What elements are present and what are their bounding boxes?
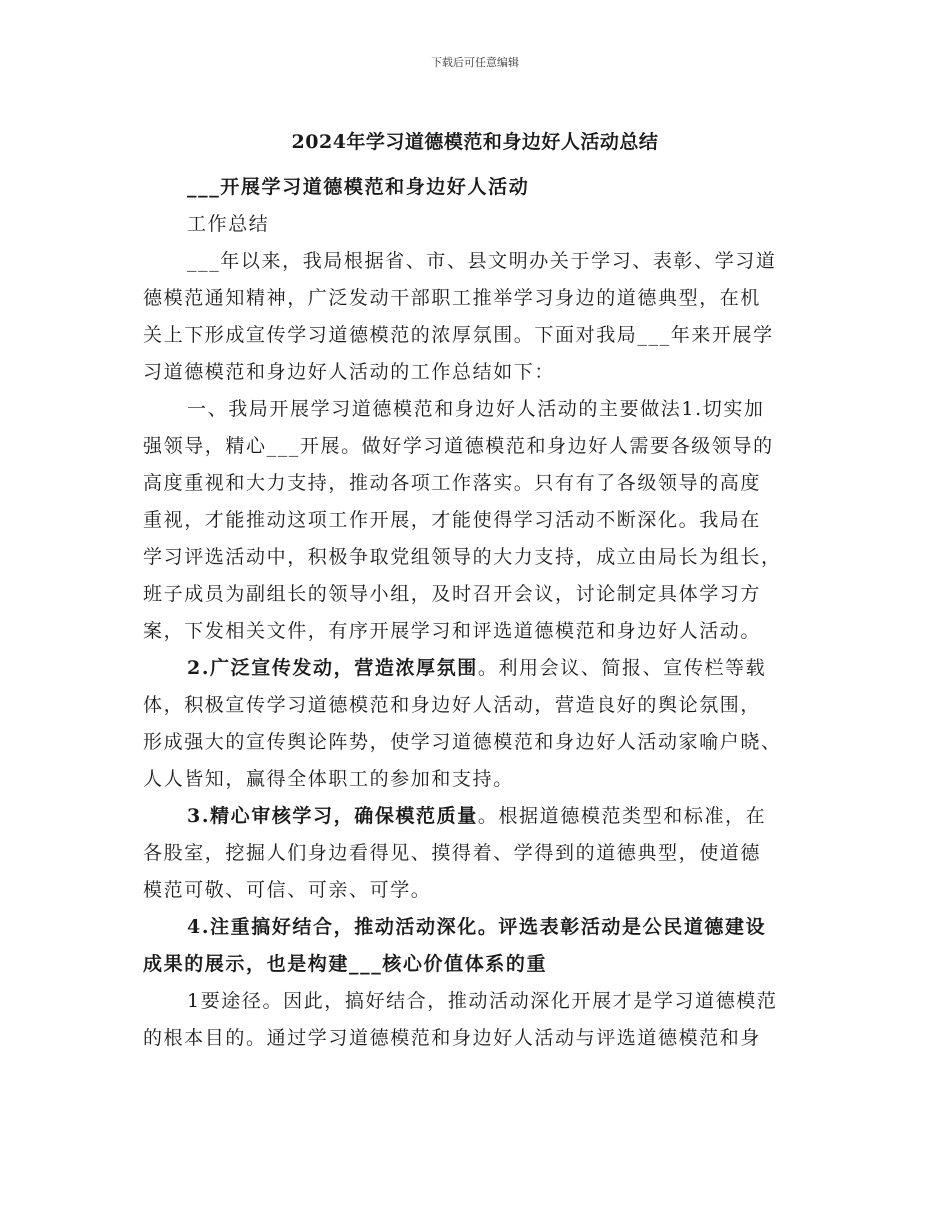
body-line: 一、我局开展学习道德模范和身边好人活动的主要做法1.切实加 [187, 398, 765, 420]
body-line: 的根本目的。通过学习道德模范和身边好人活动与评选道德模范和身 [143, 1027, 762, 1049]
body-line: 习道德模范和身边好人活动的工作总结如下： [143, 361, 556, 383]
body-line: ___年以来，我局根据省、市、县文明办关于学习、表彰、学习道 [187, 250, 777, 272]
body-line: 各股室，挖掘人们身边看得见、摸得着、学得到的道德典型，使道德 [143, 842, 762, 864]
document-title: 2024年学习道德模范和身边好人活动总结 [291, 131, 659, 153]
section-4-heading: 4.注重搞好结合，推动活动深化。评选表彰活动是公民道德建设 [187, 916, 767, 938]
body-line: 学习评选活动中，积极争取党组领导的大力支持，成立由局长为组长， [143, 546, 782, 568]
body-line: 模范可敬、可信、可亲、可学。 [143, 879, 432, 901]
section-3-heading: 3.精心审核学习，确保模范质量 [187, 805, 478, 827]
body-line: 班子成员为副组长的领导小组，及时召开会议，讨论制定具体学习方 [143, 583, 762, 605]
section-3-line [187, 802, 766, 830]
body-line: 形成强大的宣传舆论阵势，使学习道德模范和身边好人活动家喻户晓、 [143, 731, 782, 753]
header-note: 下载后可任意编辑 [431, 56, 519, 69]
subtitle-line-2: 工作总结 [187, 213, 270, 235]
body-line: 重视，才能推动这项工作开展，才能使得学习活动不断深化。我局在 [143, 509, 762, 531]
section-3-text: 。根据道德模范类型和标准，在 [477, 805, 767, 827]
body-line: 体，积极宣传学习道德模范和身边好人活动，营造良好的舆论氛围， [143, 694, 762, 716]
body-line: 德模范通知精神，广泛发动干部职工推举学习身边的道德典型，在机 [143, 287, 762, 309]
body-line: 关上下形成宣传学习道德模范的浓厚氛围。下面对我局___年来开展学 [143, 324, 774, 346]
body-line: 高度重视和大力支持，推动各项工作落实。只有有了各级领导的高度 [143, 472, 762, 494]
body-line: 强领导，精心___开展。做好学习道德模范和身边好人需要各级领导的 [143, 435, 774, 457]
body-line: 1要途径。因此，搞好结合，推动活动深化开展才是学习道德模范 [187, 990, 778, 1012]
subtitle-line-1: ___开展学习道德模范和身边好人活动 [187, 176, 530, 198]
body-line: 人人皆知，赢得全体职工的参加和支持。 [143, 768, 514, 790]
section-4-heading-cont: 成果的展示，也是构建___核心价值体系的重 [143, 953, 548, 975]
section-2-line [187, 654, 766, 682]
section-2-text: 。利用会议、简报、宣传栏等载 [477, 657, 767, 679]
section-2-heading: 2.广泛宣传发动，营造浓厚氛围 [187, 657, 478, 679]
body-line: 案，下发相关文件，有序开展学习和评选道德模范和身边好人活动。 [143, 620, 762, 642]
